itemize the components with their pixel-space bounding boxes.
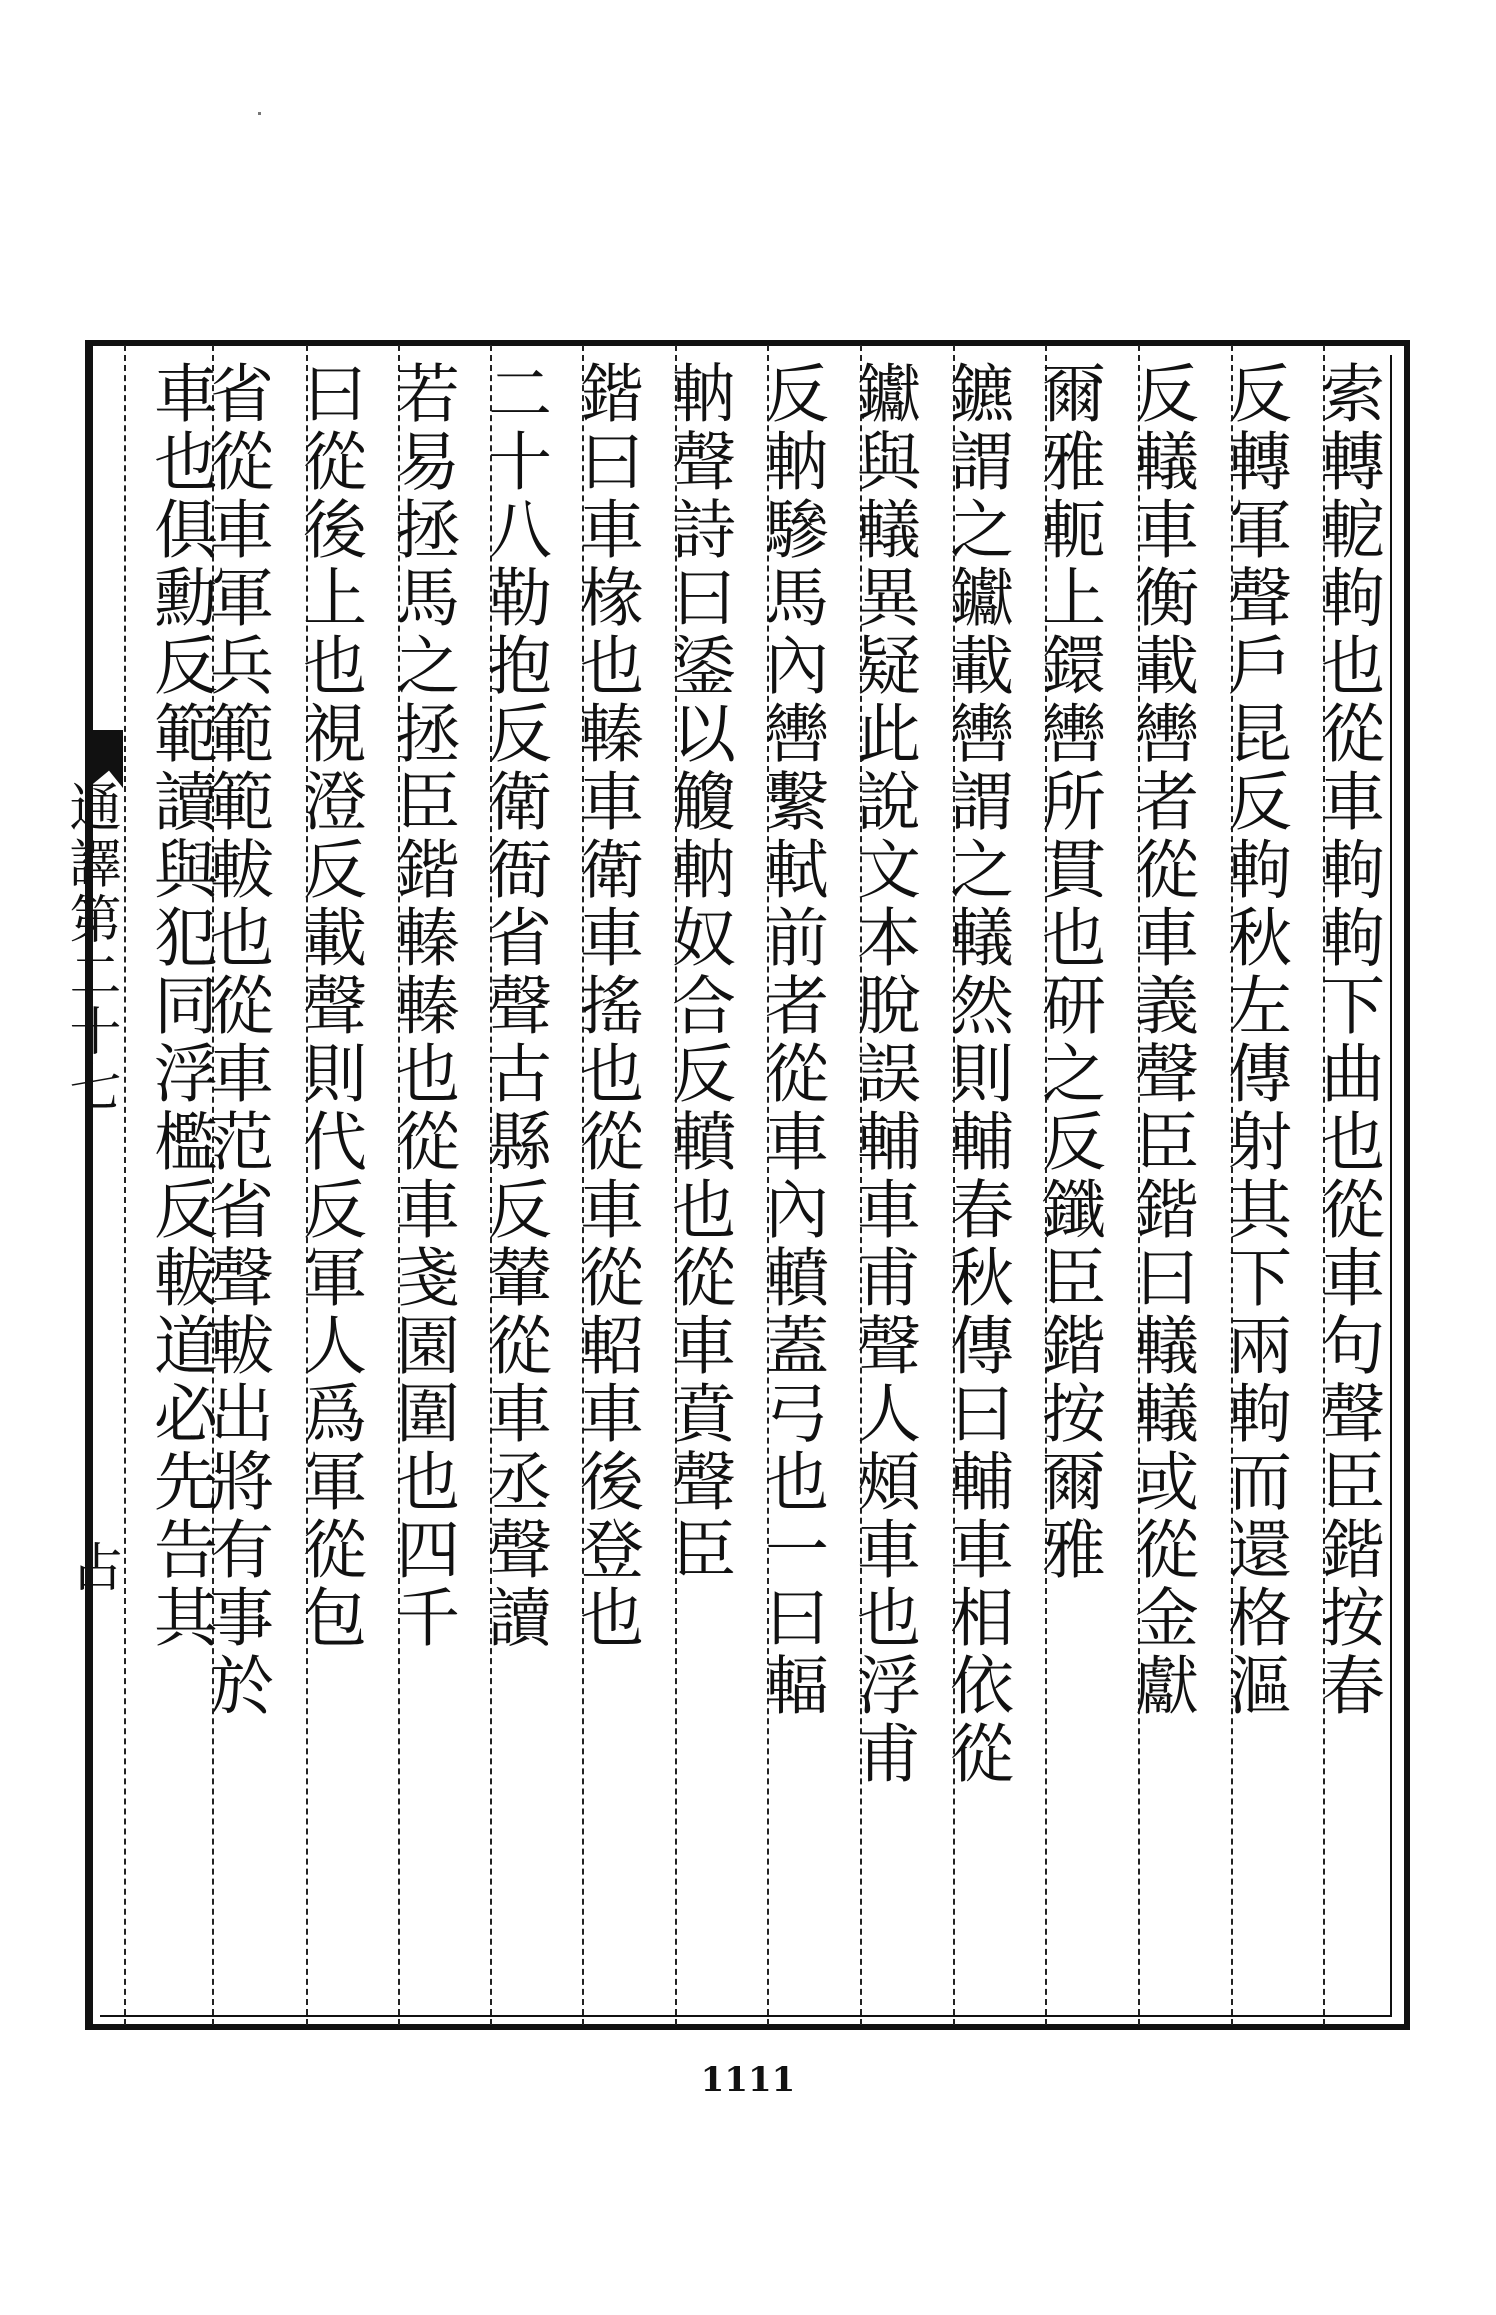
- text-column-8: 軜聲詩曰鋈以觼軜奴合反轒也從車賁聲臣: [661, 360, 735, 1584]
- text-column-12: 曰從後上也視澄反載聲則代反軍人爲軍從包: [292, 360, 366, 1652]
- text-column-11: 若易拯馬之拯臣鍇轃轃也從車戔園圍也四千: [385, 360, 459, 1652]
- text-column-5: 鑣謂之钀載轡謂之轙然則輔春秋傳曰輔車相依從: [939, 360, 1013, 1788]
- text-column-2: 反轉軍聲戶昆反軥秋左傳射其下兩軥而還格漚: [1217, 360, 1291, 1720]
- margin-leaf-number: 占: [62, 1540, 122, 1592]
- text-column-6: 钀與轙異疑此說文本脫誤輔車甫聲人頰車也浮甫: [846, 360, 920, 1788]
- margin-strip: [87, 346, 113, 2024]
- text-column-1: 索轉軶軥也從車軥軥下曲也從車句聲臣鍇按春: [1310, 360, 1384, 1720]
- text-column-3: 反轙車衡載轡者從車義聲臣鍇曰轙轙或從金獻: [1124, 360, 1198, 1720]
- speck: [258, 112, 261, 115]
- page-number: 1111: [700, 2060, 796, 2100]
- text-column-7: 反軜驂馬內轡繫軾前者從車內轒蓋弓也一曰輻: [754, 360, 828, 1720]
- margin-title: 通譯第二十七: [60, 780, 120, 1116]
- text-column-13: 省從車軍兵範範軷也從車范省聲軷出將有事於: [199, 360, 273, 1720]
- text-column-4: 爾雅軛上鐶轡所貫也研之反鑯臣鍇按爾雅: [1031, 360, 1105, 1584]
- text-column-9: 鍇曰車椽也轃車衛車搖也從車從軺車後登也: [569, 360, 643, 1652]
- text-column-10: 二十八勒抱反衛衙省聲古縣反輦從車丞聲讀: [477, 360, 551, 1652]
- text-column-14: 車也俱勳反範讀與犯同浮檻反軷道必先告其: [143, 360, 217, 1652]
